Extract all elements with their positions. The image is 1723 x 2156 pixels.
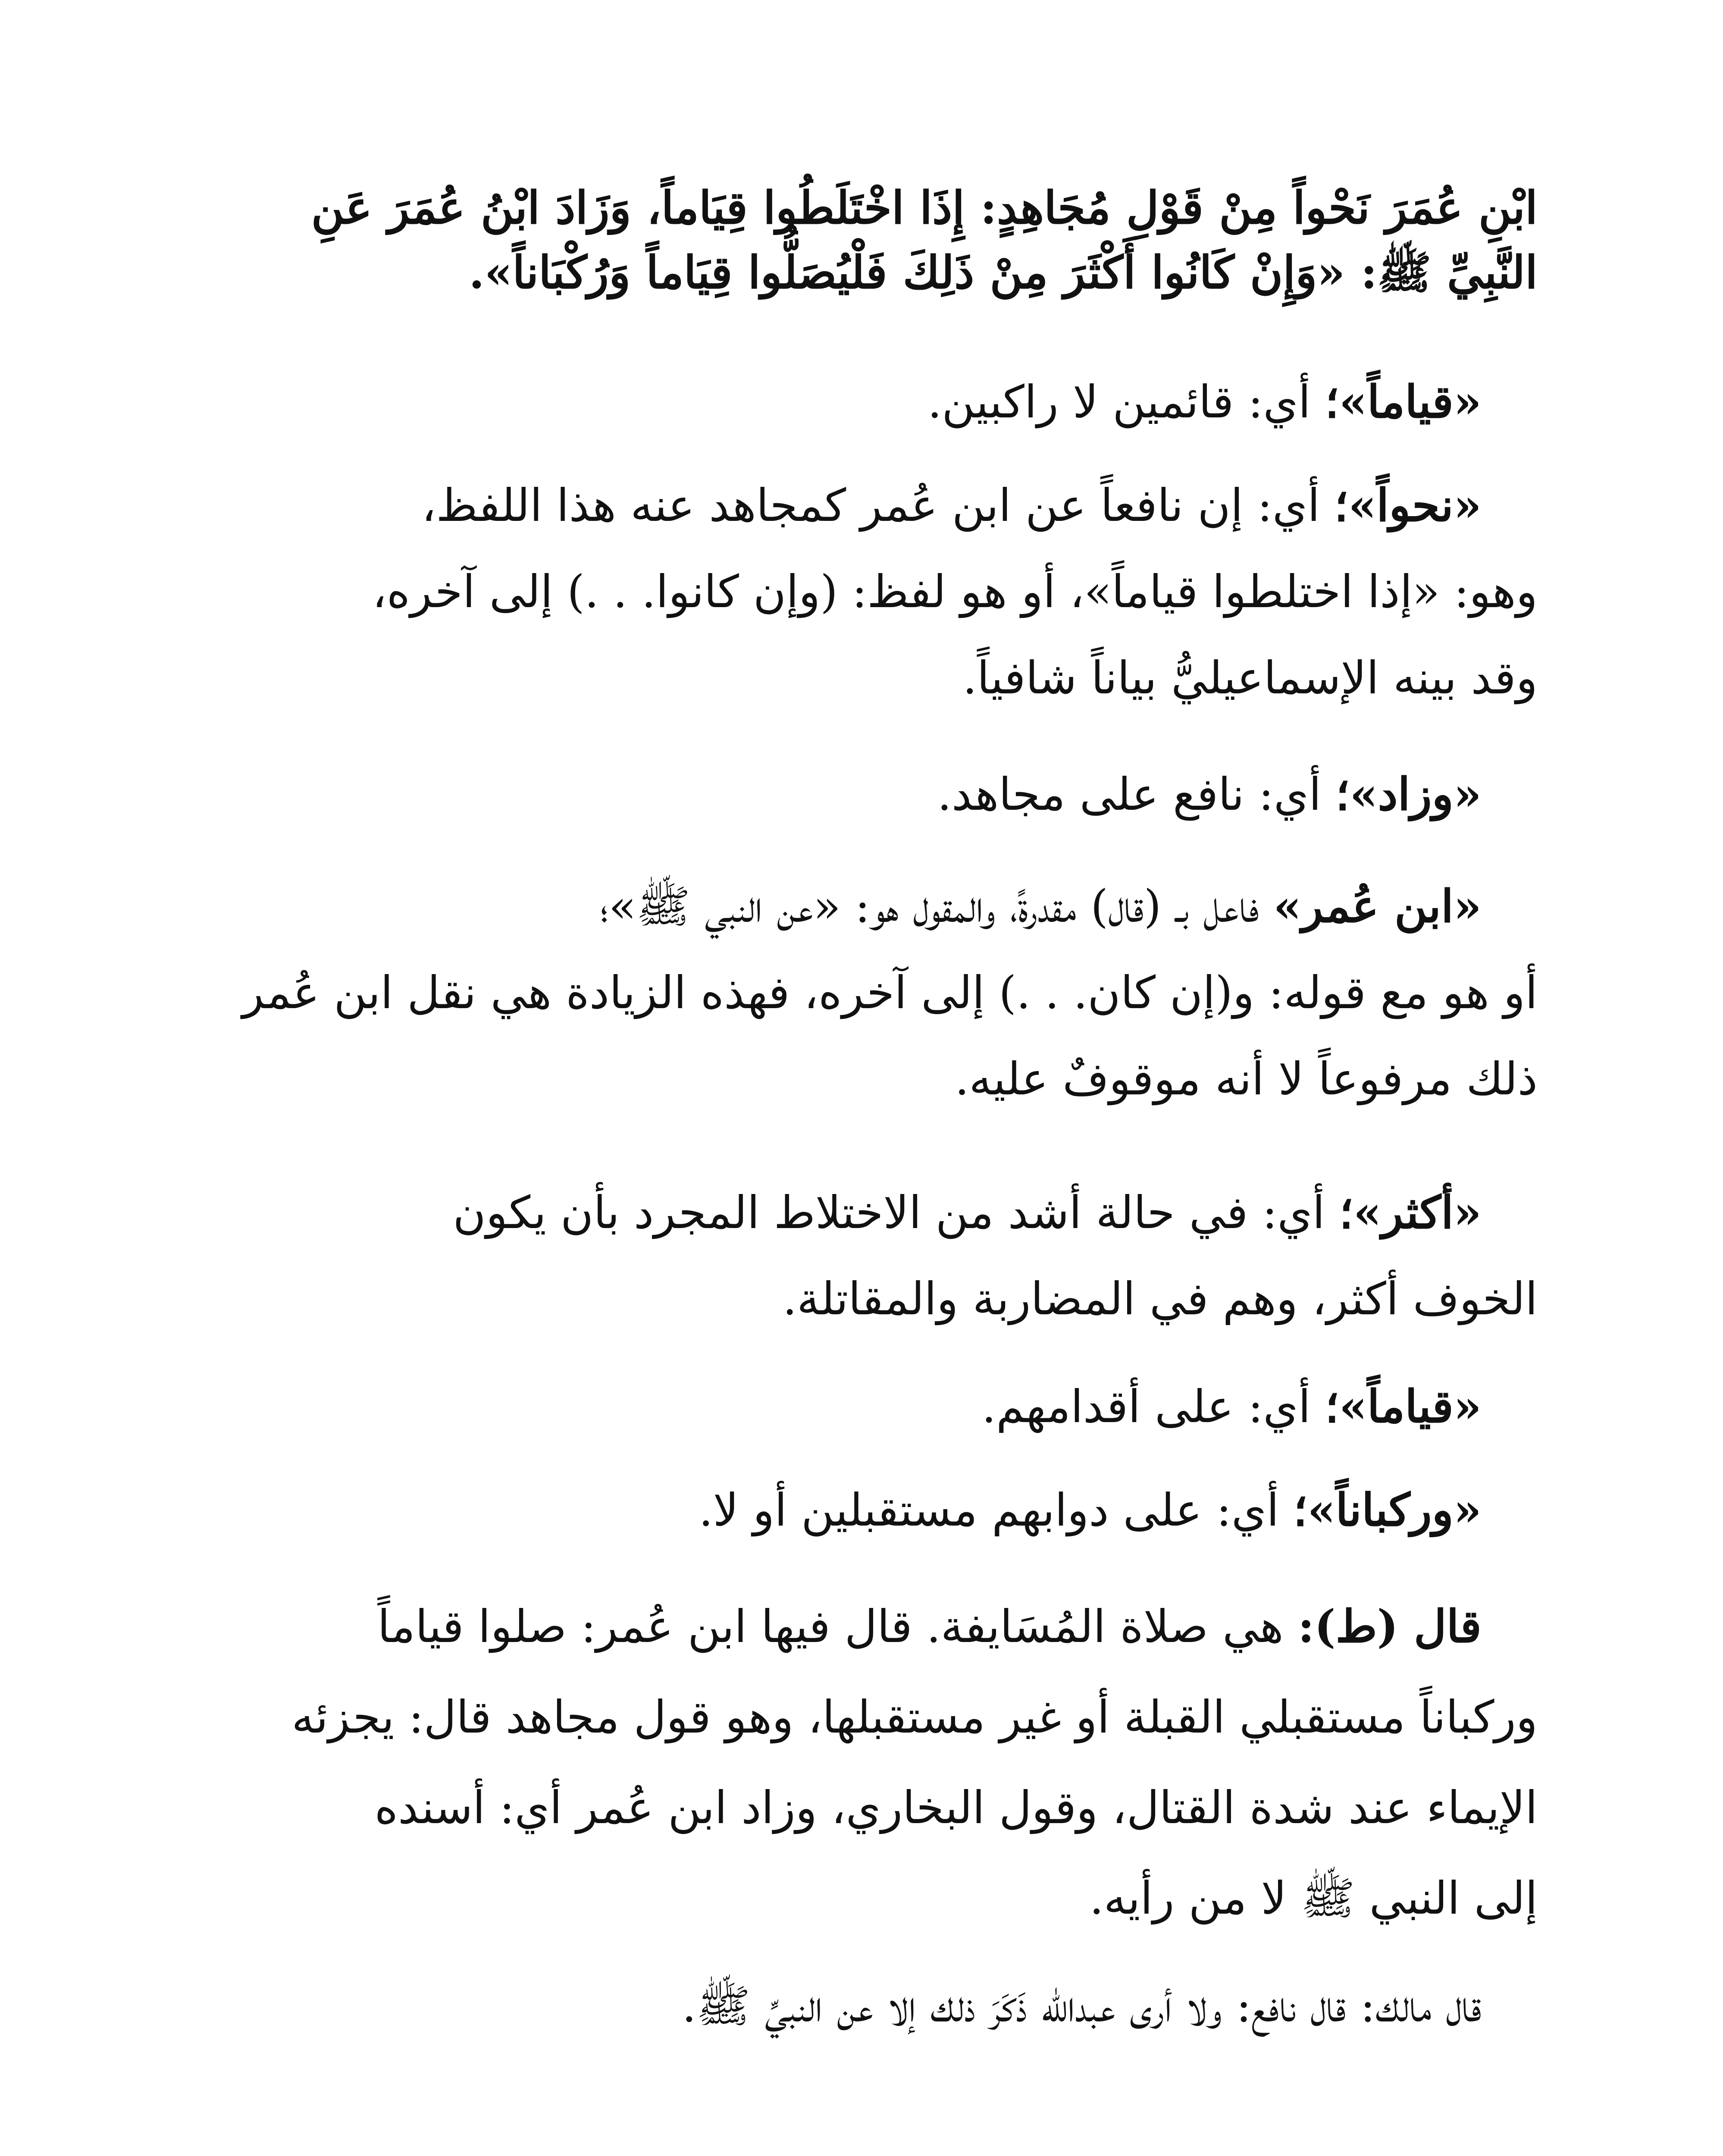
quote-line-1: ابْنِ عُمَرَ نَحْواً مِنْ قَوْلِ مُجَاهِدٍ: إِذَا اخْتَلَطُوا قِيَاماً، وَزَادَ ابْنُ عُمَرَ عَنِ — [311, 181, 1538, 234]
commentary-line-15: الإيماء عند شدة القتال، وقول البخاري، وزاد ابن عُمر أي: أسنده — [374, 1781, 1538, 1834]
quote-line-2: النَّبِيِّ ﷺ: «وَإِنْ كَانُوا أَكْثَرَ مِنْ ذَلِكَ فَلْيُصَلُّوا قِيَاماً وَرُكْبَاناً». — [469, 246, 1538, 299]
commentary-line-6 — [185, 880, 1482, 933]
commentary-line-7: أو هو مع قوله: و(إن كان. . .) إلى آخره، فهذه الزيادة هي نقل ابن عُمر — [242, 966, 1538, 1019]
commentary-line-13 — [185, 1600, 1482, 1653]
commentary-term: «نحواً»؛ — [1334, 479, 1482, 532]
commentary-line-2 — [185, 479, 1482, 532]
commentary-term: «ابن عُمر» — [1273, 880, 1482, 933]
commentary-text: أي: قائمين لا راكبين. — [927, 376, 1325, 428]
commentary-text: هي صلاة المُسَايفة. قال فيها ابن عُمر: صلوا قياماً — [377, 1600, 1298, 1653]
commentary-text: أي: في حالة أشد من الاختلاط المجرد بأن يكون — [453, 1186, 1339, 1239]
commentary-term: «قياماً»؛ — [1325, 375, 1482, 428]
commentary-text: فاعل بـ (قال) مقدرةً، والمقول هو: «عن النبي ﷺ»؛ — [599, 880, 1274, 933]
commentary-line-1 — [185, 375, 1482, 428]
commentary-term: «قياماً»؛ — [1325, 1380, 1482, 1433]
commentary-line-17: قال مالك: قال نافع: ولا أرى عبدالله ذَكَرَ ذلك إلا عن النبيِّ ﷺ. — [682, 1980, 1482, 2032]
commentary-line-9 — [185, 1186, 1482, 1239]
commentary-line-10: الخوف أكثر، وهم في المضاربة والمقاتلة. — [783, 1272, 1538, 1325]
commentary-line-11 — [185, 1380, 1482, 1433]
commentary-text: أي: إن نافعاً عن ابن عُمر كمجاهد عنه هذا اللفظ، — [421, 479, 1335, 532]
commentary-term: «وزاد»؛ — [1335, 768, 1482, 821]
commentary-line-8: ذلك مرفوعاً لا أنه موقوفٌ عليه. — [955, 1053, 1538, 1105]
commentary-text: أي: على دوابهم مستقبلين أو لا. — [699, 1484, 1294, 1536]
commentary-text: أي: نافع على مجاهد. — [937, 768, 1336, 821]
commentary-line-14: وركباناً مستقبلي القبلة أو غير مستقبلها، وهو قول مجاهد قال: يجزئه — [291, 1691, 1538, 1743]
commentary-line-5 — [185, 768, 1482, 821]
commentary-line-12 — [185, 1483, 1482, 1536]
commentary-text: أي: على أقدامهم. — [982, 1380, 1325, 1433]
commentary-line-16: إلى النبي ﷺ لا من رأيه. — [1089, 1872, 1538, 1924]
commentary-term: «وركباناً»؛ — [1293, 1483, 1482, 1536]
commentary-term: «أكثر»؛ — [1339, 1186, 1482, 1239]
commentary-line-3: وهو: «إذا اختلطوا قياماً»، أو هو لفظ: (وإن كانوا. . .) إلى آخره، — [372, 565, 1538, 618]
commentary-line-4: وقد بينه الإسماعيليُّ بياناً شافياً. — [962, 652, 1538, 704]
commentary-term: قال (ط): — [1297, 1600, 1482, 1653]
